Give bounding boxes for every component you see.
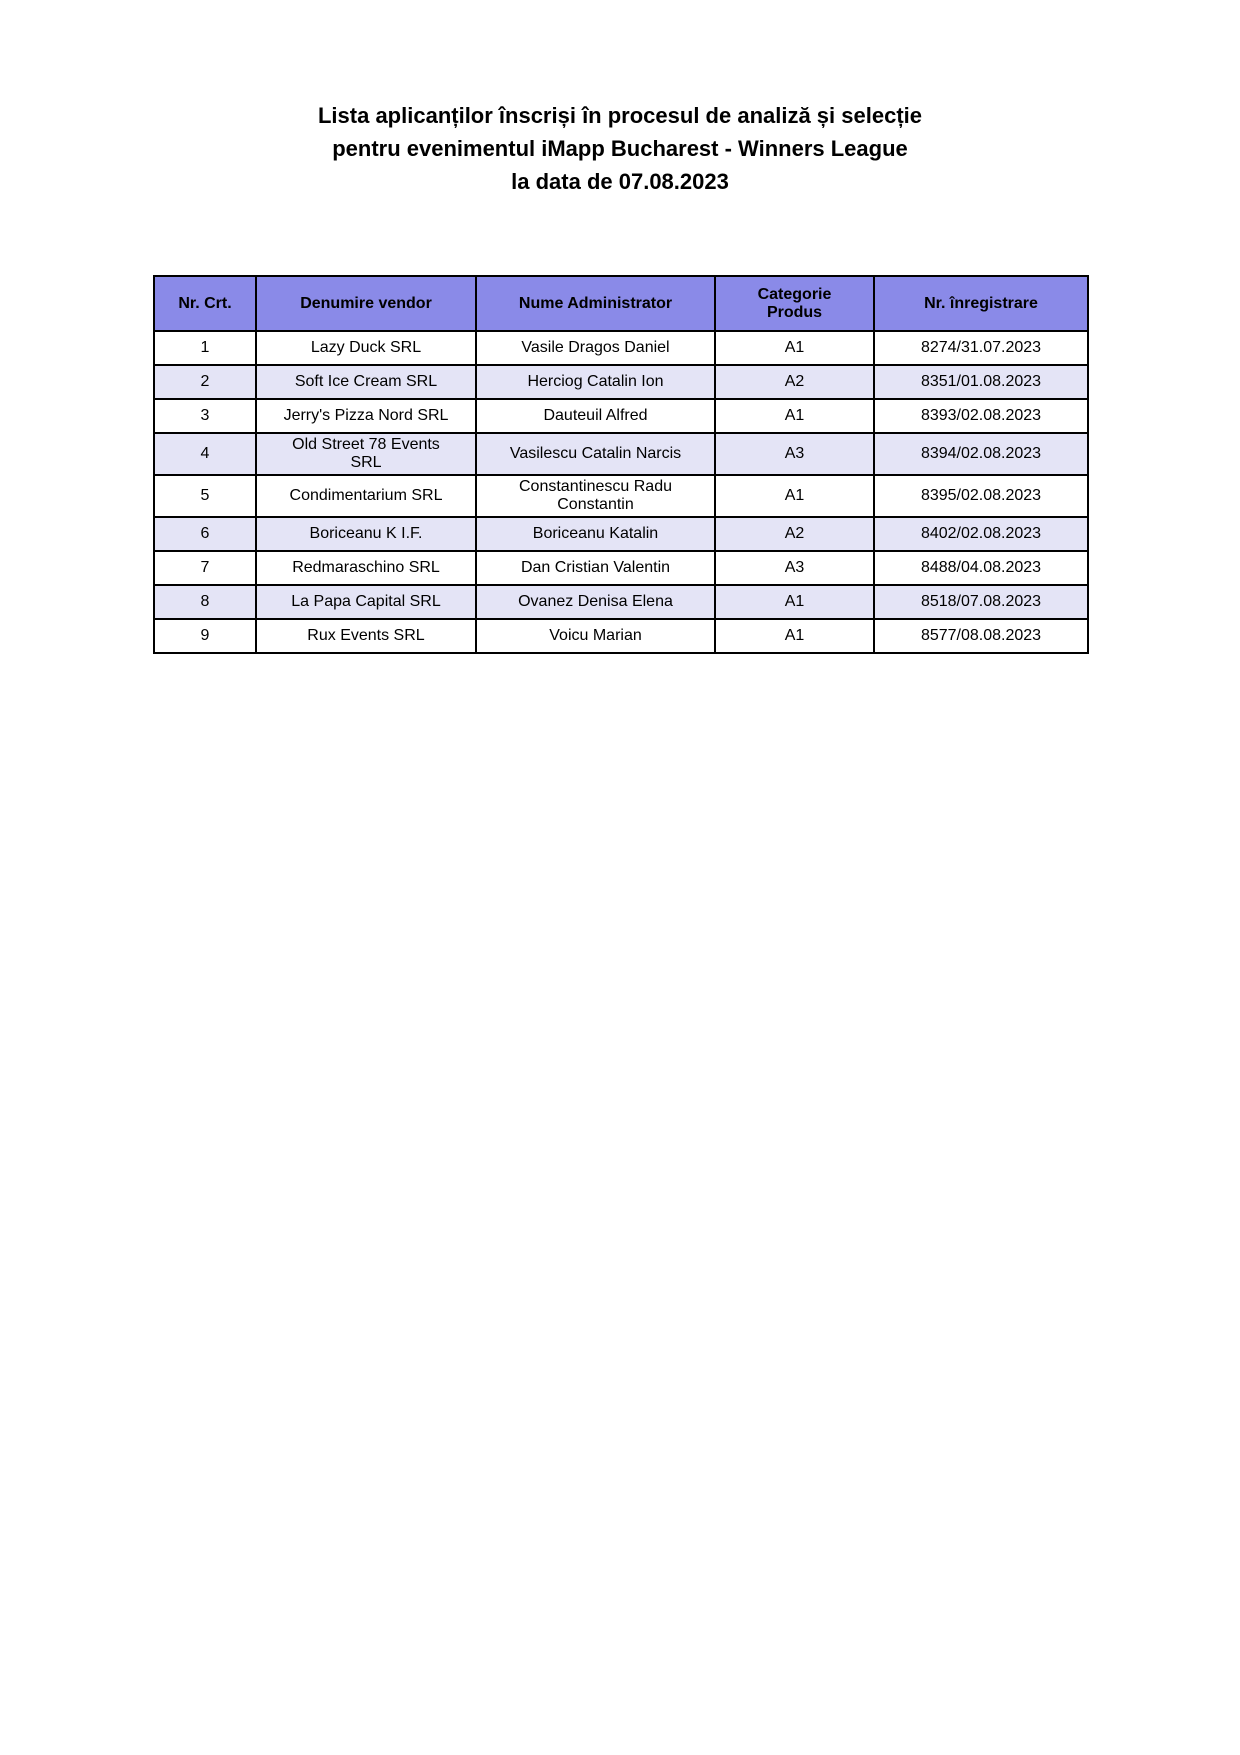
table-cell-value: 2 (200, 373, 210, 390)
table-cell (715, 551, 874, 585)
table-cell (476, 475, 715, 517)
table-cell (256, 517, 476, 551)
column-header (715, 276, 874, 331)
column-header (256, 276, 476, 331)
table-cell (154, 399, 256, 433)
table-cell (154, 619, 256, 653)
table-cell (476, 433, 715, 475)
table-cell-value: 1 (200, 339, 210, 356)
table-cell (476, 619, 715, 653)
table-cell-value: Redmaraschino SRL (292, 559, 440, 576)
table-cell (154, 331, 256, 365)
table-cell-value: Old Street 78 Events SRL (292, 436, 440, 471)
table-cell (476, 365, 715, 399)
table-row (154, 619, 1088, 653)
table-cell-value: 8351/01.08.2023 (920, 373, 1042, 390)
table-cell (874, 517, 1088, 551)
table-cell-value: 5 (200, 487, 210, 504)
table-cell-value: Boriceanu K I.F. (309, 525, 423, 542)
title-line-3: la data de 07.08.2023 (511, 169, 729, 194)
table-cell (154, 517, 256, 551)
table-cell (476, 399, 715, 433)
table-cell-value: 8518/07.08.2023 (920, 593, 1042, 610)
title-line-2: pentru evenimentul iMapp Bucharest - Winners League (332, 136, 908, 161)
column-header (874, 276, 1088, 331)
table-cell-value: Condimentarium SRL (289, 487, 443, 504)
table-cell-value: A1 (784, 487, 805, 504)
table-cell (874, 551, 1088, 585)
table-cell-value: 3 (200, 407, 210, 424)
table-cell-value: A1 (784, 339, 805, 356)
table-cell-value: Dan Cristian Valentin (520, 559, 671, 576)
table-cell-value: Soft Ice Cream SRL (294, 373, 438, 390)
table-cell-value: A1 (784, 627, 805, 644)
table-cell-value: 8393/02.08.2023 (920, 407, 1042, 424)
table-cell (715, 585, 874, 619)
table-row (154, 517, 1088, 551)
table-cell (476, 551, 715, 585)
column-header (476, 276, 715, 331)
table-cell (874, 365, 1088, 399)
table-cell (715, 517, 874, 551)
table-cell-value: Voicu Marian (549, 627, 642, 644)
table-cell (874, 475, 1088, 517)
table-cell-value: Herciog Catalin Ion (527, 373, 664, 390)
table-cell (154, 365, 256, 399)
table-cell-value: Vasile Dragos Daniel (521, 339, 670, 356)
table-row (154, 551, 1088, 585)
table-cell (715, 475, 874, 517)
table-cell-value: 8274/31.07.2023 (920, 339, 1042, 356)
column-header-label: Nume Administrator (518, 294, 673, 312)
table-cell (715, 331, 874, 365)
table-cell (715, 399, 874, 433)
table-cell-value: A1 (784, 593, 805, 610)
table-cell-value: A2 (784, 373, 805, 390)
table-cell (154, 433, 256, 475)
table-cell-value: A3 (784, 559, 805, 576)
table-row (154, 399, 1088, 433)
table-cell-value: La Papa Capital SRL (291, 593, 441, 610)
table-cell-value: 9 (200, 627, 210, 644)
column-header-label: Nr. Crt. (178, 294, 232, 312)
table-cell-value: 4 (200, 445, 210, 462)
table-row (154, 585, 1088, 619)
table-cell-value: A2 (784, 525, 805, 542)
table-header-row (154, 276, 1088, 331)
column-header-label: Denumire vendor (300, 294, 432, 312)
table-row (154, 433, 1088, 475)
applicants-table (153, 275, 1089, 654)
table-cell-value: Ovanez Denisa Elena (518, 593, 673, 610)
table-cell (256, 331, 476, 365)
table-cell (154, 475, 256, 517)
column-header (154, 276, 256, 331)
column-header-label: Categorie Produs (757, 285, 832, 321)
table-cell (715, 619, 874, 653)
table-cell (256, 365, 476, 399)
table-cell-value: Dauteuil Alfred (543, 407, 648, 424)
table-cell-value: Boriceanu Katalin (532, 525, 659, 542)
table-cell (874, 619, 1088, 653)
document-title (0, 99, 1240, 198)
table-cell-value: 8577/08.08.2023 (920, 627, 1042, 644)
table-cell (256, 433, 476, 475)
table-cell-value: 8402/02.08.2023 (920, 525, 1042, 542)
title-line-1: Lista aplicanților înscriși în procesul de analiză și selecție (317, 103, 922, 128)
table-cell-value: 8 (200, 593, 210, 610)
table-cell-value: 8395/02.08.2023 (920, 487, 1042, 504)
table-cell (256, 475, 476, 517)
table-cell-value: Vasilescu Catalin Narcis (509, 445, 682, 462)
table-cell (154, 551, 256, 585)
table-cell (715, 365, 874, 399)
table-row (154, 331, 1088, 365)
table-cell-value: 8394/02.08.2023 (920, 445, 1042, 462)
table-cell (256, 585, 476, 619)
table-cell-value: Lazy Duck SRL (310, 339, 422, 356)
table-cell (715, 433, 874, 475)
table-cell (476, 585, 715, 619)
table-cell-value: Rux Events SRL (307, 627, 425, 644)
table-row (154, 365, 1088, 399)
table-cell-value: 8488/04.08.2023 (920, 559, 1042, 576)
table-cell-value: 6 (200, 525, 210, 542)
column-header-label: Nr. înregistrare (924, 294, 1038, 312)
table-cell (874, 585, 1088, 619)
table-cell (256, 619, 476, 653)
table-cell (476, 517, 715, 551)
table-cell (154, 585, 256, 619)
table-cell (874, 399, 1088, 433)
table-body (154, 331, 1088, 653)
table-cell-value: Jerry's Pizza Nord SRL (283, 407, 449, 424)
table-cell (256, 399, 476, 433)
table-cell (874, 433, 1088, 475)
table-cell-value: Constantinescu Radu Constantin (519, 478, 672, 513)
table-cell (256, 551, 476, 585)
table-header (154, 276, 1088, 331)
table-cell (476, 331, 715, 365)
table-row (154, 475, 1088, 517)
table-cell-value: A3 (784, 445, 805, 462)
table-cell-value: 7 (200, 559, 210, 576)
table-cell-value: A1 (784, 407, 805, 424)
table-cell (874, 331, 1088, 365)
